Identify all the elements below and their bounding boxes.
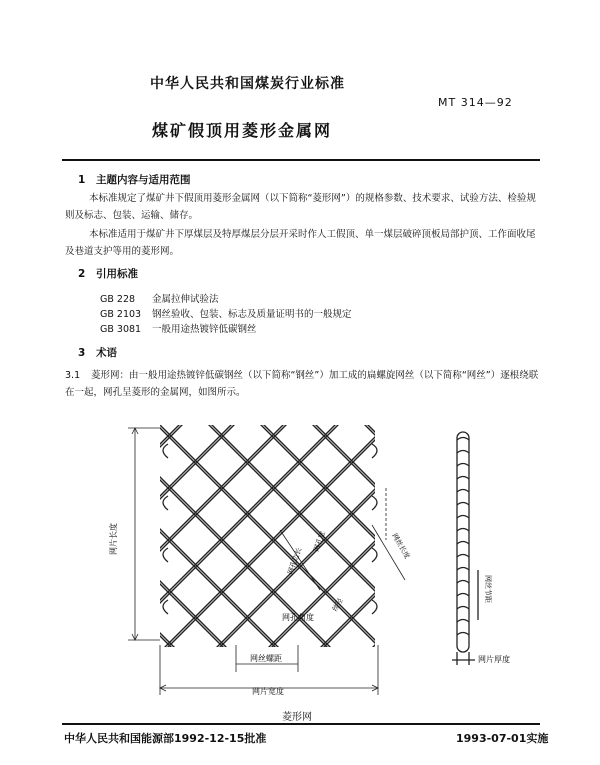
wire-coil: [457, 581, 469, 584]
wire-side-view: [452, 432, 478, 665]
term-number: 3.1: [65, 370, 81, 381]
label-wire-thread: 网丝节距: [484, 575, 492, 603]
section-2-title: 引用标准: [96, 268, 138, 280]
section-3-number: 3: [78, 347, 86, 359]
mesh-wire: [0, 420, 83, 660]
reference-title: 一般用途热镀锌低碳钢丝: [152, 324, 257, 335]
wire-coil: [457, 620, 469, 623]
wire-coil: [457, 555, 469, 558]
mesh-wire: [0, 420, 31, 660]
wire-coil: [457, 529, 469, 532]
wire-coil: [457, 516, 469, 519]
mesh-wire: [0, 420, 80, 660]
section-3-title: 术语: [96, 347, 117, 359]
label-hole-width: 网孔宽: [312, 530, 328, 553]
reference-code: GB 228: [100, 294, 136, 305]
mesh-wire: [571, 420, 600, 660]
wire-coil: [457, 438, 469, 441]
mesh-wires: [0, 420, 600, 660]
mesh-wire: [0, 420, 187, 660]
mesh-wire: [568, 420, 600, 660]
mesh-wire: [464, 420, 600, 660]
reference-title: 钢丝验收、包装、标志及质量证明书的一般规定: [152, 309, 352, 320]
mesh-wire: [571, 420, 600, 660]
mesh-wire: [412, 420, 600, 660]
mesh-wire: [519, 420, 600, 660]
wire-coil: [457, 633, 469, 636]
term-definition: 菱形网：由一般用途热镀锌低碳钢丝（以下简称“钢丝”）加工成的扁螺旋网丝（以下简称“网丝”）逐根绕联在一起，网孔呈菱形的金属网，如图所示。: [65, 370, 539, 398]
wire-coil: [457, 594, 469, 597]
section-1-number: 1: [78, 174, 86, 186]
mesh-wire: [412, 420, 600, 660]
mesh-wire: [467, 420, 600, 660]
mesh-wire: [0, 420, 31, 660]
section-2-number: 2: [78, 268, 86, 280]
section-1-paragraph-1: 本标准规定了煤矿井下假顶用菱形金属网（以下简称“菱形网”）的规格参数、技术要求、试验方法、检验规则及标志、包装、运输、储存。: [65, 193, 536, 221]
standard-code: MT 314—92: [438, 96, 513, 109]
label-hole-edge: 网孔边长: [286, 546, 304, 576]
wire-coil: [457, 568, 469, 571]
wire-coil: [457, 542, 469, 545]
label-sheet-length: 网片长度: [109, 523, 118, 555]
reference-code: GB 2103: [100, 309, 142, 320]
section-1-paragraph-2: 本标准适用于煤矿井下厚煤层及特厚煤层分层开采时作人工假顶、单一煤层破碎顶板局部护顶、工作面收尾及巷道支护等用的菱形网。: [65, 229, 536, 257]
label-wire-spacing: 丝径: [330, 596, 345, 613]
mesh-wire: [516, 420, 600, 660]
reference-code: GB 3081: [100, 324, 142, 335]
mesh-wire: [516, 420, 600, 660]
mesh-wire: [0, 420, 187, 660]
standard-title: 中华人民共和国煤炭行业标准: [150, 76, 345, 92]
label-sheet-thickness: 网片厚度: [478, 655, 510, 664]
section-1-title: 主题内容与适用范围: [96, 174, 191, 186]
mesh-wire: [415, 420, 600, 660]
approval-issuer: 中华人民共和国能源部1992-12-15批准: [64, 732, 267, 745]
mesh-wire: [0, 420, 83, 660]
mesh-wire: [415, 420, 600, 660]
mesh-wire: [0, 420, 28, 660]
mesh-wire: [0, 420, 80, 660]
reference-title: 金属拉伸试验法: [152, 294, 219, 305]
implementation-date: 1993-07-01实施: [456, 732, 549, 745]
mesh-wire: [568, 420, 600, 660]
mesh-wire: [464, 420, 600, 660]
figure-caption: 菱形网: [282, 712, 312, 723]
label-hole-angle: 网孔角度: [282, 613, 314, 622]
mesh-wire: [0, 420, 184, 660]
sheet-length-dimension: [128, 428, 160, 640]
wire-coil: [457, 477, 469, 480]
mesh-wire: [0, 420, 184, 660]
mesh-wire: [467, 420, 600, 660]
wire-coil: [457, 490, 469, 493]
mesh-wire: [519, 420, 600, 660]
label-wire-length: 网丝长度: [390, 532, 412, 561]
wire-coil: [457, 464, 469, 467]
label-sheet-width: 网片宽度: [252, 687, 284, 696]
wire-coil: [457, 451, 469, 454]
label-wire-pitch: 网丝螺距: [250, 654, 282, 663]
footer-divider: [62, 723, 540, 725]
document-title: 煤矿假顶用菱形金属网: [152, 121, 333, 140]
wire-coil: [457, 503, 469, 506]
wire-coil: [457, 607, 469, 610]
mesh-wire: [0, 420, 28, 660]
